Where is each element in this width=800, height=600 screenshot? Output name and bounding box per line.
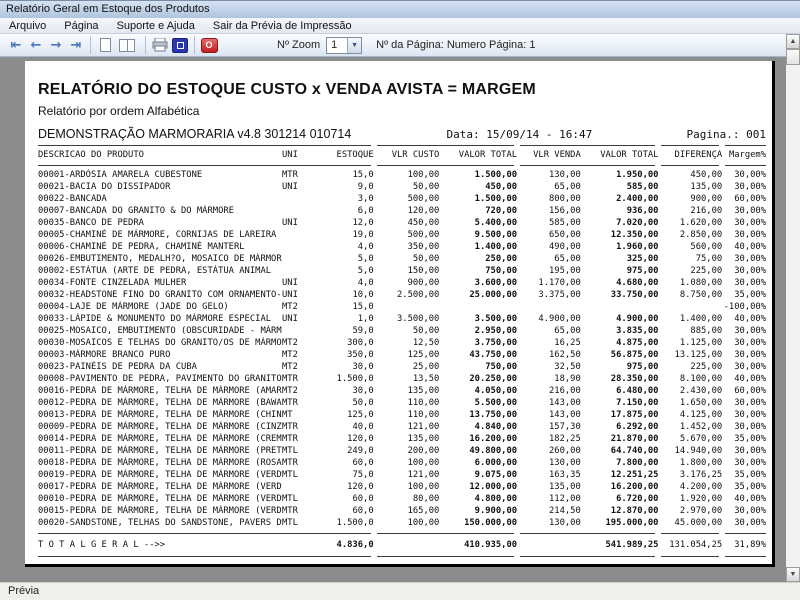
divider [38,145,766,147]
divider [38,165,766,167]
report-page-number: Pagina.: 001 [686,128,766,141]
table-row: 00017-PEDRA DE MÁRMORE, TELHA DE MÁRMORE (VERD 120,0 100,00 12.000,00 135,00 16.200,00 4.200,00 35,00% [38,482,767,492]
report-date: Data: 15/09/14 - 16:47 [446,128,593,141]
table-row: 00026-EMBUTIMENTO, MEDALH?O, MOSAICO DE MÁRMOR 5,0 50,00 250,00 65,00 325,00 75,00 30,00% [38,254,767,264]
nav-first-button[interactable] [6,36,26,55]
two-page-view-button[interactable] [115,36,141,55]
arrow-down-icon: ▼ [789,571,797,578]
total-custo: 410.935,00 [464,540,518,550]
window-title: Relatório Geral em Estoque dos Produtos [6,3,210,15]
table-row: 00015-PEDRA DE MÁRMORE, TELHA DE MÁRMORE (VERD MTR 60,0 165,00 9.900,00 214,50 12.870,00 2.970,00 30,00% [38,506,767,516]
last-page-icon: ⇥ [70,37,82,53]
col-header-estoque: ESTOQUE [336,150,374,160]
zoom-label: Nº Zoom [277,39,321,51]
menu-item-pagina[interactable]: Página [64,19,99,32]
table-row: 00034-FONTE CINZELADA MULHER UNI 4,0 900,00 3.600,00 1.170,00 4.680,00 1.080,00 30,00% [38,278,767,288]
table-row: 00011-PEDRA DE MÁRMORE, TELHA DE MÁRMORE (PRET MTL 249,0 200,00 49.800,00 260,00 64.740,00 14.940,00 30,00% [38,446,767,456]
table-row: 00010-PEDRA DE MÁRMORE, TELHA DE MÁRMORE (VERD MTL 60,0 80,00 4.800,00 112,00 6.720,00 1.920,00 40,00% [38,494,767,504]
col-header-vlr-venda: VLR VENDA [533,150,581,160]
menu-item-arquivo[interactable]: Arquivo [9,19,47,32]
close-preview-button[interactable] [199,36,219,55]
table-row: 00032-HEADSTONE FINO DO GRANITO COM ORNAMENTO- UNI 10,0 2.500,00 25.000,00 3.375,00 33.750,00 8.750,00 35,00% [38,290,767,300]
total-margem: 31,89% [734,540,767,550]
menu-item-suporte[interactable]: Suporte e Ajuda [116,19,195,32]
table-row: 00016-PEDRA DE MÁRMORE, TELHA DE MÁRMORE (AMAR MT2 30,0 135,00 4.050,00 216,00 6.480,00 2.430,00 60,00% [38,386,767,396]
table-row: 00008-PAVIMENTO DE PEDRA, PAVIMENTO DO GRANITO MTR 1.500,0 13,50 20.250,00 18,90 28.350,00 8.100,00 40,00% [38,374,767,384]
total-venda: 541.989,25 [605,540,659,550]
print-setup-button[interactable] [170,36,190,55]
zoom-select[interactable] [326,37,362,54]
col-header-uni: UNI [282,150,298,160]
close-icon: O [201,38,218,53]
table-row: 00025-MOSAICO, EMBUTIMENTO (OBSCURIDADE - MÁRM 59,0 50,00 2.950,00 65,00 3.835,00 885,00 30,00% [38,326,767,336]
toolbar-separator [90,36,91,54]
table-row: 00001-ARDÓSIA AMARELA CUBESTONE MTR 15,0 100,00 1.500,00 130,00 1.950,00 450,00 30,00% [38,170,767,180]
two-page-icon [119,39,137,52]
status-bar [0,582,800,600]
table-row: 00014-PEDRA DE MÁRMORE, TELHA DE MÁRMORE (CREM MTR 120,0 135,00 16.200,00 182,25 21.870,00 5.670,00 35,00% [38,434,767,444]
table-row: 00020-SANDSTONE, TELHAS DO SANDSTONE, PAVERS D MTL 1.500,0 100,00 150.000,00 130,00 195.000,00 45.000,00 30,00% [38,518,767,528]
menu-bar [0,18,800,34]
table-row: 00023-PAINÉIS DE PEDRA DA CUBA MT2 30,0 25,00 750,00 32,50 975,00 225,00 30,00% [38,362,767,372]
arrow-up-icon: ▲ [789,38,797,45]
scroll-up-button[interactable] [786,34,800,49]
table-row: 00035-BANCO DE PEDRA UNI 12,0 450,00 5.400,00 585,00 7.020,00 1.620,00 30,00% [38,218,767,228]
col-header-valor-total-custo: VALOR TOTAL [458,150,518,160]
table-row: 00005-CHAMINÉ DE MÁRMORE, CORNIJAS DE LAREIRA 19,0 500,00 9.500,00 650,00 12.350,00 2.850,00 30,00% [38,230,767,240]
prev-page-icon: ← [30,37,42,53]
preview-area [0,57,786,582]
print-setup-icon [172,38,188,53]
table-row: 00022-BANCADA 3,0 500,00 1.500,00 800,00 2.400,00 900,00 60,00% [38,194,767,204]
col-header-vlr-custo: VLR CUSTO [391,150,440,160]
toolbar [0,34,786,57]
total-row [38,535,766,555]
report-page [25,61,775,567]
toolbar-separator [194,36,195,54]
table-row: 00003-MÁRMORE BRANCO PURO MT2 350,0 125,00 43.750,00 162,50 56.875,00 13.125,00 30,00% [38,350,767,360]
status-text: Prévia [8,585,40,597]
nav-last-button[interactable] [66,36,86,55]
toolbar-separator [145,36,146,54]
col-header-margem: Margem% [728,150,767,160]
window-titlebar [0,0,800,18]
col-header-diferenca: DIFERENÇA [674,150,723,160]
table-row: 00019-PEDRA DE MÁRMORE, TELHA DE MÁRMORE (VERD MTL 75,0 121,00 9.075,00 163,35 12.251,25 3.176,25 35,00% [38,470,767,480]
table-row: 00002-ESTÁTUA (ARTE DE PEDRA, ESTÁTUA ANIMAL 5,0 150,00 750,00 195,00 975,00 225,00 30,00% [38,266,767,276]
table-row: 00004-LAJE DE MÁRMORE (JADE DO GELO) MT2 15,0 -100,00% [38,302,767,312]
first-page-icon: ⇤ [10,37,22,53]
table-row: 00030-MOSAICOS E TELHAS DO GRANITO/OS DE MÁRMO MT2 300,0 12,50 3.750,00 16,25 4.875,00 1.125,00 30,00% [38,338,767,348]
nav-next-button[interactable] [46,36,66,55]
printer-icon [152,38,168,52]
table-row: 00033-LÁPIDE & MONUMENTO DO MÁRMORE ESPECIAL UNI 1,0 3.500,00 3.500,00 4.900,00 4.900,00 1.400,00 40,00% [38,314,767,324]
table-row: 00012-PEDRA DE MÁRMORE, TELHA DE MÁRMORE (BAWA MTR 50,0 110,00 5.500,00 143,00 7.150,00 1.650,00 30,00% [38,398,767,408]
table-row: 00006-CHAMINÉ DE PEDRA, CHAMINÉ MANTERL 4,0 350,00 1.400,00 490,00 1.960,00 560,00 40,00% [38,242,767,252]
scroll-down-button[interactable] [786,567,800,582]
divider [38,556,766,558]
report-subtitle: Relatório por ordem Alfabética [38,104,200,118]
next-page-icon: → [50,37,62,53]
table-row: 00013-PEDRA DE MÁRMORE, TELHA DE MÁRMORE (CHIN MT 125,0 110,00 13.750,00 143,00 17.875,00 4.125,00 30,00% [38,410,767,420]
table-row: 00009-PEDRA DE MÁRMORE, TELHA DE MÁRMORE (CINZ MTR 40,0 121,00 4.840,00 157,30 6.292,00 1.452,00 30,00% [38,422,767,432]
col-header-descricao: DESCRICAO DO PRODUTO [38,150,144,160]
nav-prev-button[interactable] [26,36,46,55]
scroll-thumb[interactable] [786,49,800,65]
vertical-scrollbar[interactable] [786,34,800,582]
menu-item-sair-previa[interactable]: Sair da Prévia de Impressão [212,19,352,32]
report-company: DEMONSTRAÇÃO MARMORARIA v4.8 301214 010714 [38,127,352,141]
table-row: 00018-PEDRA DE MÁRMORE, TELHA DE MÁRMORE (ROSA MTR 60,0 100,00 6.000,00 130,00 7.800,00 1.800,00 30,00% [38,458,767,468]
page-number-label: Nº da Página: Numero Página: 1 [376,39,536,51]
table-row: 00021-BACIA DO DISSIPADOR UNI 9,0 50,00 450,00 65,00 585,00 135,00 30,00% [38,182,767,192]
col-header-valor-total-venda: VALOR TOTAL [600,150,659,160]
table-header-row [38,149,766,161]
report-title: RELATÓRIO DO ESTOQUE CUSTO x VENDA AVISTA = MARGEM [38,81,536,98]
single-page-view-button[interactable] [95,36,115,55]
total-diferenca: 131.054,25 [669,540,723,550]
chevron-down-icon: ▼ [347,38,361,53]
zoom-value: 1 [331,39,338,51]
report-table-body [38,169,766,529]
total-estoque: 4.836,0 [336,540,374,550]
single-page-icon [100,38,111,52]
print-button[interactable] [150,36,170,55]
table-row: 00007-BANCADA DO GRANITO & DO MÁRMORE 6,0 120,00 720,00 156,00 936,00 216,00 30,00% [38,206,767,216]
total-label: T O T A L G E R A L -->> [38,540,166,550]
